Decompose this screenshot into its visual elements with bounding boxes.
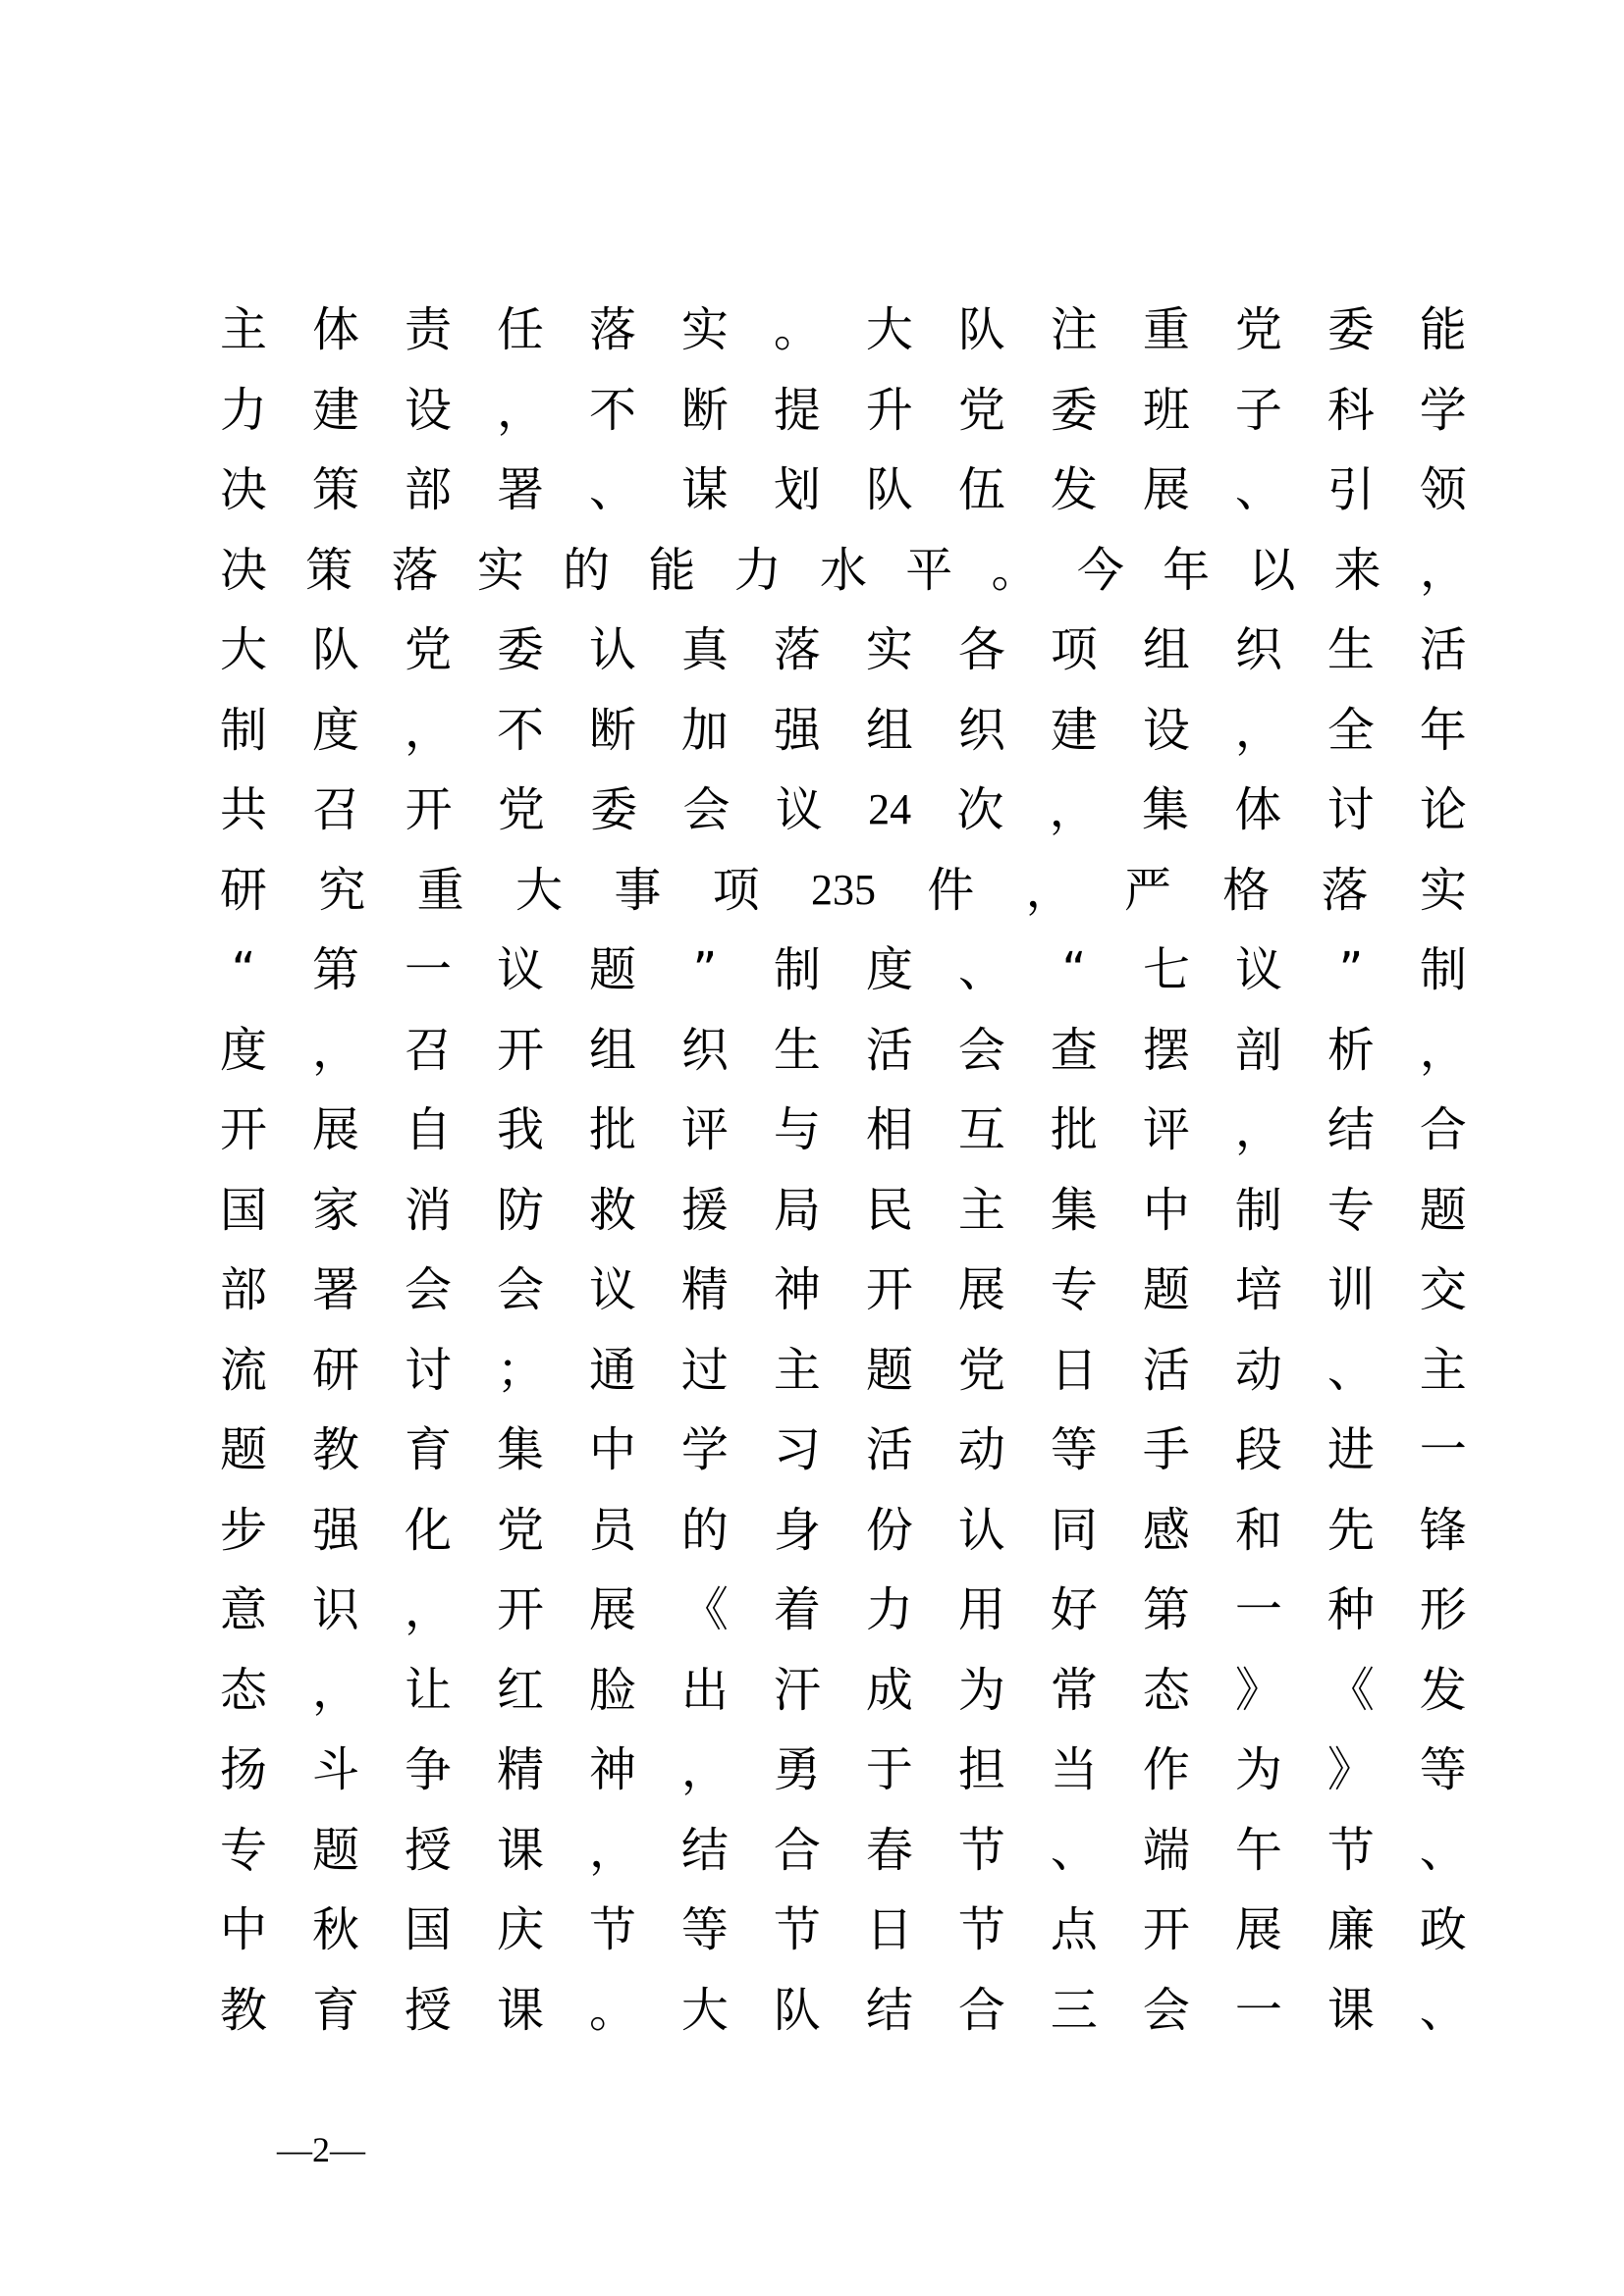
body-text-line: 研 究 重 大 事 项 235 件 ， 严 格 落 实 [220,863,1467,918]
body-text-line: 国 家 消 防 救 援 局 民 主 集 中 制 专 题 [220,1183,1467,1238]
body-text-line: 度 ， 召 开 组 织 生 活 会 查 摆 剖 析 ， [220,1023,1467,1078]
body-text-line: “ 第 一 议 题 ” 制 度 、 “ 七 议 ” 制 [231,942,1467,997]
body-text-line: 部 署 会 会 议 精 神 开 展 专 题 培 训 交 [220,1262,1467,1317]
body-text-line: 题 教 育 集 中 学 习 活 动 等 手 段 进 一 [220,1422,1467,1477]
body-text-line: 步 强 化 党 员 的 身 份 认 同 感 和 先 锋 [220,1503,1467,1558]
body-text-line: 意 识 ， 开 展 《 着 力 用 好 第 一 种 形 [220,1582,1467,1637]
body-text-line: 决 策 部 署 、 谋 划 队 伍 发 展 、 引 领 [220,462,1467,517]
body-text-line: 力 建 设 ， 不 断 提 升 党 委 班 子 科 学 [220,383,1467,438]
body-text-line: 共 召 开 党 委 会 议 24 次 ， 集 体 讨 论 [220,782,1467,837]
body-text-line: 决 策 落 实 的 能 力 水 平 。 今 年 以 来 ， [220,543,1467,598]
body-text-line: 教 育 授 课 。 大 队 结 合 三 会 一 课 、 [220,1983,1467,2038]
body-text-line: 流 研 讨 ； 通 过 主 题 党 日 活 动 、 主 [220,1343,1467,1398]
body-text-line: 中 秋 国 庆 节 等 节 日 节 点 开 展 廉 政 [220,1902,1467,1957]
body-text-line: 扬 斗 争 精 神 ， 勇 于 担 当 作 为 》 等 [220,1742,1467,1797]
body-text-line: 开 展 自 我 批 评 与 相 互 批 评 ， 结 合 [220,1102,1467,1157]
body-text-line: 主 体 责 任 落 实 。 大 队 注 重 党 委 能 [220,302,1467,357]
body-text-line: 态 ， 让 红 脸 出 汗 成 为 常 态 》 《 发 [220,1663,1467,1718]
page-number: —2— [277,2130,365,2169]
body-text-line: 专 题 授 课 ， 结 合 春 节 、 端 午 节 、 [220,1823,1467,1878]
body-text-line: 大 队 党 委 认 真 落 实 各 项 组 织 生 活 [220,622,1467,677]
body-text-line: 制 度 ， 不 断 加 强 组 织 建 设 ， 全 年 [220,703,1467,758]
